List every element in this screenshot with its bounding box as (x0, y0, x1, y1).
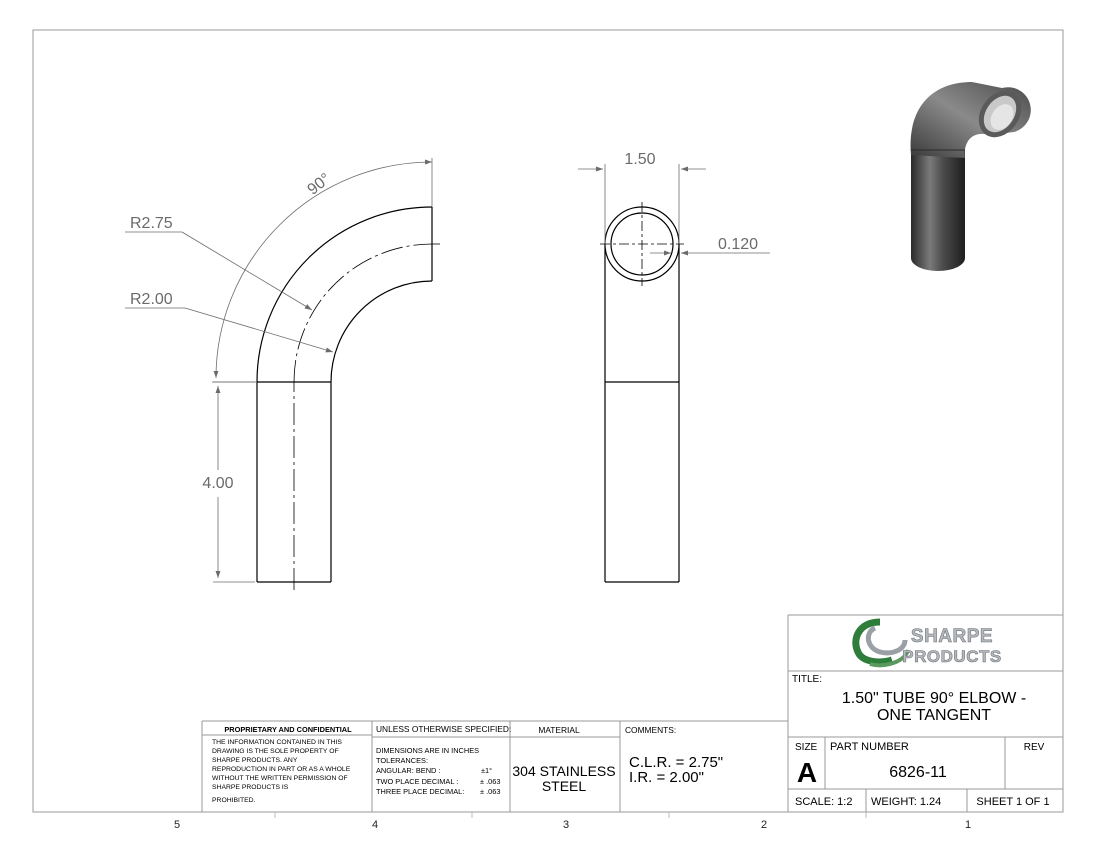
outer-radius-label: R2.75 (130, 215, 173, 232)
zone-label-3: 3 (562, 819, 570, 831)
proprietary-line: PROHIBITED. (212, 797, 256, 804)
proprietary-text (212, 739, 351, 804)
size-label: SIZE (795, 742, 818, 753)
zone-label-1: 1 (964, 819, 972, 831)
title-line-2: ONE TANGENT (876, 707, 992, 724)
tolerance-line: TOLERANCES: (376, 756, 429, 765)
proprietary-heading: PROPRIETARY AND CONFIDENTIAL (224, 725, 352, 734)
isometric-3d-view (911, 82, 1031, 271)
proprietary-line: SHARPE PRODUCTS IS (212, 784, 289, 791)
tolerance-value: ±1° (481, 766, 493, 775)
tolerance-line: ANGULAR: BEND : (376, 766, 441, 775)
logo-text-sharpe: SHARPE (910, 626, 994, 647)
title-label: TITLE: (792, 674, 823, 685)
tolerance-line: TWO PLACE DECIMAL : (376, 777, 459, 786)
proprietary-line: THE INFORMATION CONTAINED IN THIS (212, 739, 342, 746)
zone-markers (275, 812, 866, 818)
material-line-2: STEEL (541, 778, 587, 794)
proprietary-line: DRAWING IS THE SOLE PROPERTY OF (212, 748, 339, 755)
comment-line-1: C.L.R. = 2.75" (629, 754, 724, 771)
tangent-length-label: 4.00 (202, 475, 234, 492)
part-number-label: PART NUMBER (830, 741, 909, 753)
size-value: A (796, 757, 818, 788)
comments-label: COMMENTS: (625, 725, 677, 735)
rev-label: REV (1023, 742, 1045, 753)
tube-od-label: 1.50 (624, 151, 656, 168)
material-line-1: 304 STAINLESS (512, 763, 616, 779)
zone-label-4: 4 (371, 819, 379, 831)
weight-value: WEIGHT: 1.24 (871, 796, 942, 808)
tolerance-text (376, 746, 501, 796)
proprietary-line: WITHOUT THE WRITTEN PERMISSION OF (212, 775, 348, 782)
tolerance-line: DIMENSIONS ARE IN INCHES (376, 746, 480, 755)
sheet-value: SHEET 1 OF 1 (976, 796, 1050, 808)
inner-radius-label: R2.00 (130, 291, 173, 308)
unless-heading: UNLESS OTHERWISE SPECIFIED: (376, 724, 512, 734)
proprietary-line: SHARPE PRODUCTS. ANY (212, 757, 298, 764)
scale-value: SCALE: 1:2 (795, 796, 853, 808)
part-number-value: 6826-11 (889, 764, 947, 781)
title-line-1: 1.50" TUBE 90° ELBOW - (841, 690, 1027, 707)
inner-radius-leader (125, 308, 333, 352)
zone-label-5: 5 (173, 819, 181, 831)
tolerance-line: THREE PLACE DECIMAL: (376, 787, 465, 796)
tolerance-value: ± .063 (480, 777, 501, 786)
logo-text-products: PRODUCTS (902, 647, 1002, 666)
proprietary-line: REPRODUCTION IN PART OR AS A WHOLE (212, 766, 351, 773)
sharpe-products-logo (856, 622, 1002, 666)
wall-label: 0.120 (718, 236, 759, 253)
zone-label-2: 2 (760, 819, 768, 831)
front-view (257, 207, 432, 582)
material-label: MATERIAL (538, 725, 580, 735)
tolerance-value: ± .063 (480, 787, 501, 796)
comment-line-2: I.R. = 2.00" (629, 769, 704, 786)
angle-dimension-label: 90° (304, 170, 334, 199)
front-centerlines (294, 244, 440, 590)
